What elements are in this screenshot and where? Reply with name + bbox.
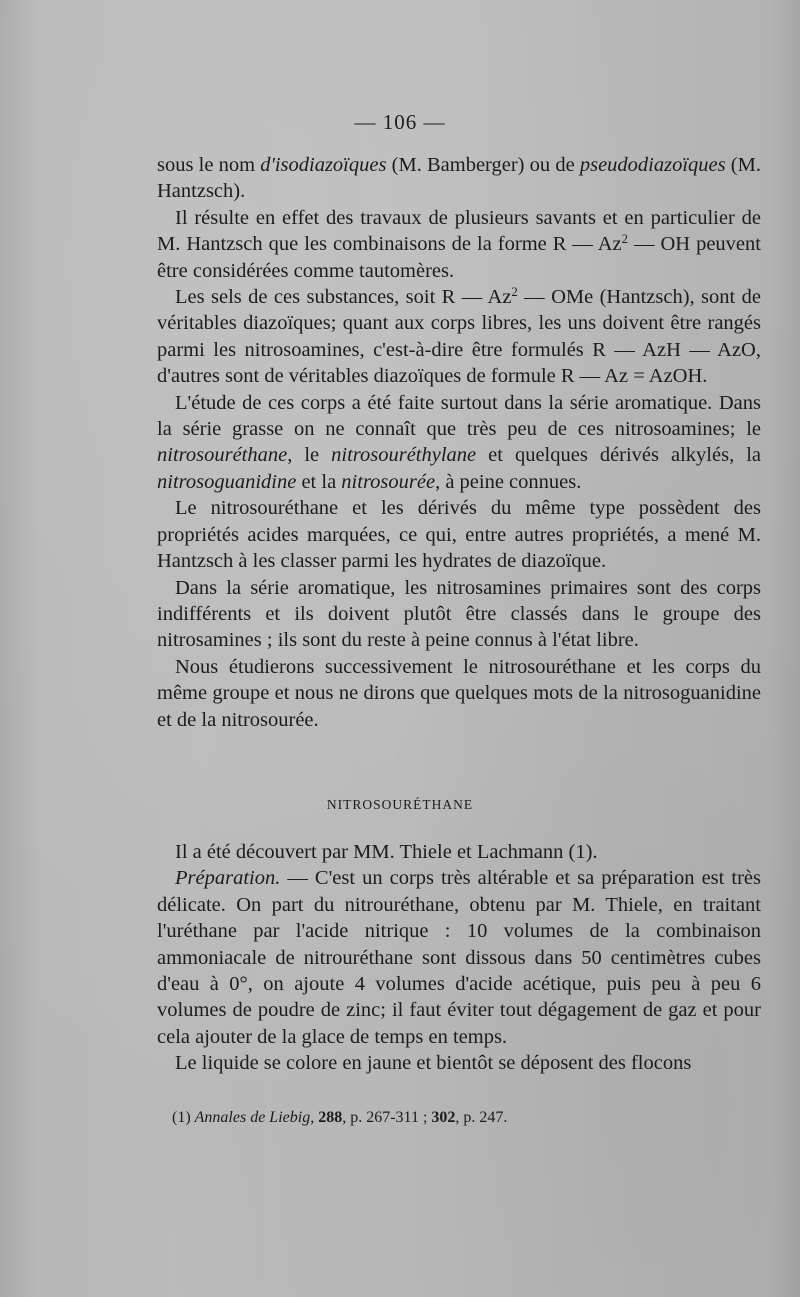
text-run: Il a été découvert par MM. Thiele et Lachmann (1). [175, 841, 598, 863]
paragraph [157, 284, 761, 390]
text-run: L'étude de ces corps a été faite surtout dans la série aromatique. Dans la série grasse on ne connaît que très peu de ces nitrosoamines; le [157, 391, 761, 441]
superscript: 2 [621, 232, 629, 247]
bold-text: 288 [318, 1109, 343, 1126]
text-run: et quelques dérivés alkylés, la [476, 444, 761, 467]
italic-text: Annales de Liebig, [194, 1109, 315, 1126]
italic-text: nitrosouréthane [157, 444, 288, 467]
text-run: Les sels de ces substances, soit R — Az [175, 286, 512, 309]
text-run: , à peine connues. [435, 470, 582, 493]
paragraph [157, 575, 761, 654]
text-run: , p. 267-311 ; [342, 1109, 432, 1126]
section-text [157, 839, 761, 1077]
footnote [172, 1108, 507, 1128]
paragraph [157, 865, 761, 1050]
bold-text: 302 [431, 1109, 456, 1126]
paragraph [157, 152, 761, 205]
text-run: — C'est un corps très altérable et sa préparation est très délicate. On part du nitrouréthane, obtenu par M. Thiele, en traitant l'uréthane par l'acide nitrique : 10 volumes de la combinaison ammoniacale de nitrouréthane sont dissous dans 50 centimètres cubes d'eau à 0°, on ajoute 4 volumes d'acide acétique, puis peu à peu 6 volumes de poudre de zinc; il faut éviter tout dégagement de gaz et pour cela ajouter de la glace de temps en temps. [157, 867, 761, 1048]
italic-text: nitrosoguanidine [157, 470, 297, 493]
text-run: Il résulte en effet des travaux de plusieurs savants et en particulier de M. Hantzsch que les combinaisons de la forme R — Az [157, 206, 761, 256]
italic-text: Préparation. [175, 867, 281, 890]
text-run: (1) [172, 1109, 195, 1126]
italic-text: nitrosouréthylane [331, 444, 477, 467]
paragraph [157, 839, 761, 865]
paragraph [157, 390, 761, 496]
text-run: Nous étudierons successivement le nitrosouréthane et les corps du même groupe et nous ne dirons que quelques mots de la nitrosoguanidine et de la nitrosourée. [157, 655, 761, 731]
paragraph [157, 1050, 761, 1076]
text-run: , le [287, 444, 332, 467]
italic-text: pseudodiazoïques [579, 154, 726, 176]
text-run: (M. Hantzsch). [157, 154, 761, 203]
paragraph [157, 495, 761, 574]
italic-text: nitrosourée [341, 470, 436, 493]
paragraph [157, 654, 761, 733]
text-run: et la [296, 470, 342, 493]
main-text [157, 152, 761, 733]
text-run: Le nitrosouréthane et les dérivés du même type possèdent des propriétés acides marquées, ce qui, entre autres propriétés, a mené M. Hantzsch à les classer parmi les hydrates de diazoïque. [157, 497, 761, 573]
text-run: , p. 247. [455, 1109, 508, 1126]
superscript: 2 [511, 285, 518, 300]
page-number: — 106 — [354, 110, 446, 134]
text-run: Le liquide se colore en jaune et bientôt se déposent des flocons [175, 1052, 692, 1075]
paragraph [157, 205, 761, 284]
section-heading: NITROSOURÉTHANE [326, 797, 474, 812]
text-run: — OH peuvent être considérées comme tautomères. [157, 233, 761, 282]
text-run: — OMe (Hantzsch), sont de véritables diazoïques; quant aux corps libres, les uns doivent être rangés parmi les nitrosoamines, c'est-à-dire être formulés R — AzH — AzO, d'autres sont de véritables diazoïques de formule R — Az = AzOH. [157, 286, 761, 388]
text-run: sous le nom [157, 154, 261, 176]
text-run: Dans la série aromatique, les nitrosamines primaires sont des corps indifférents et ils doivent plutôt être classés dans le groupe des nitrosamines ; ils sont du reste à peine connus à l'état libre. [157, 576, 761, 652]
italic-text: d'isodiazoïques [260, 154, 387, 176]
text-run: (M. Bamberger) ou de [386, 154, 580, 176]
